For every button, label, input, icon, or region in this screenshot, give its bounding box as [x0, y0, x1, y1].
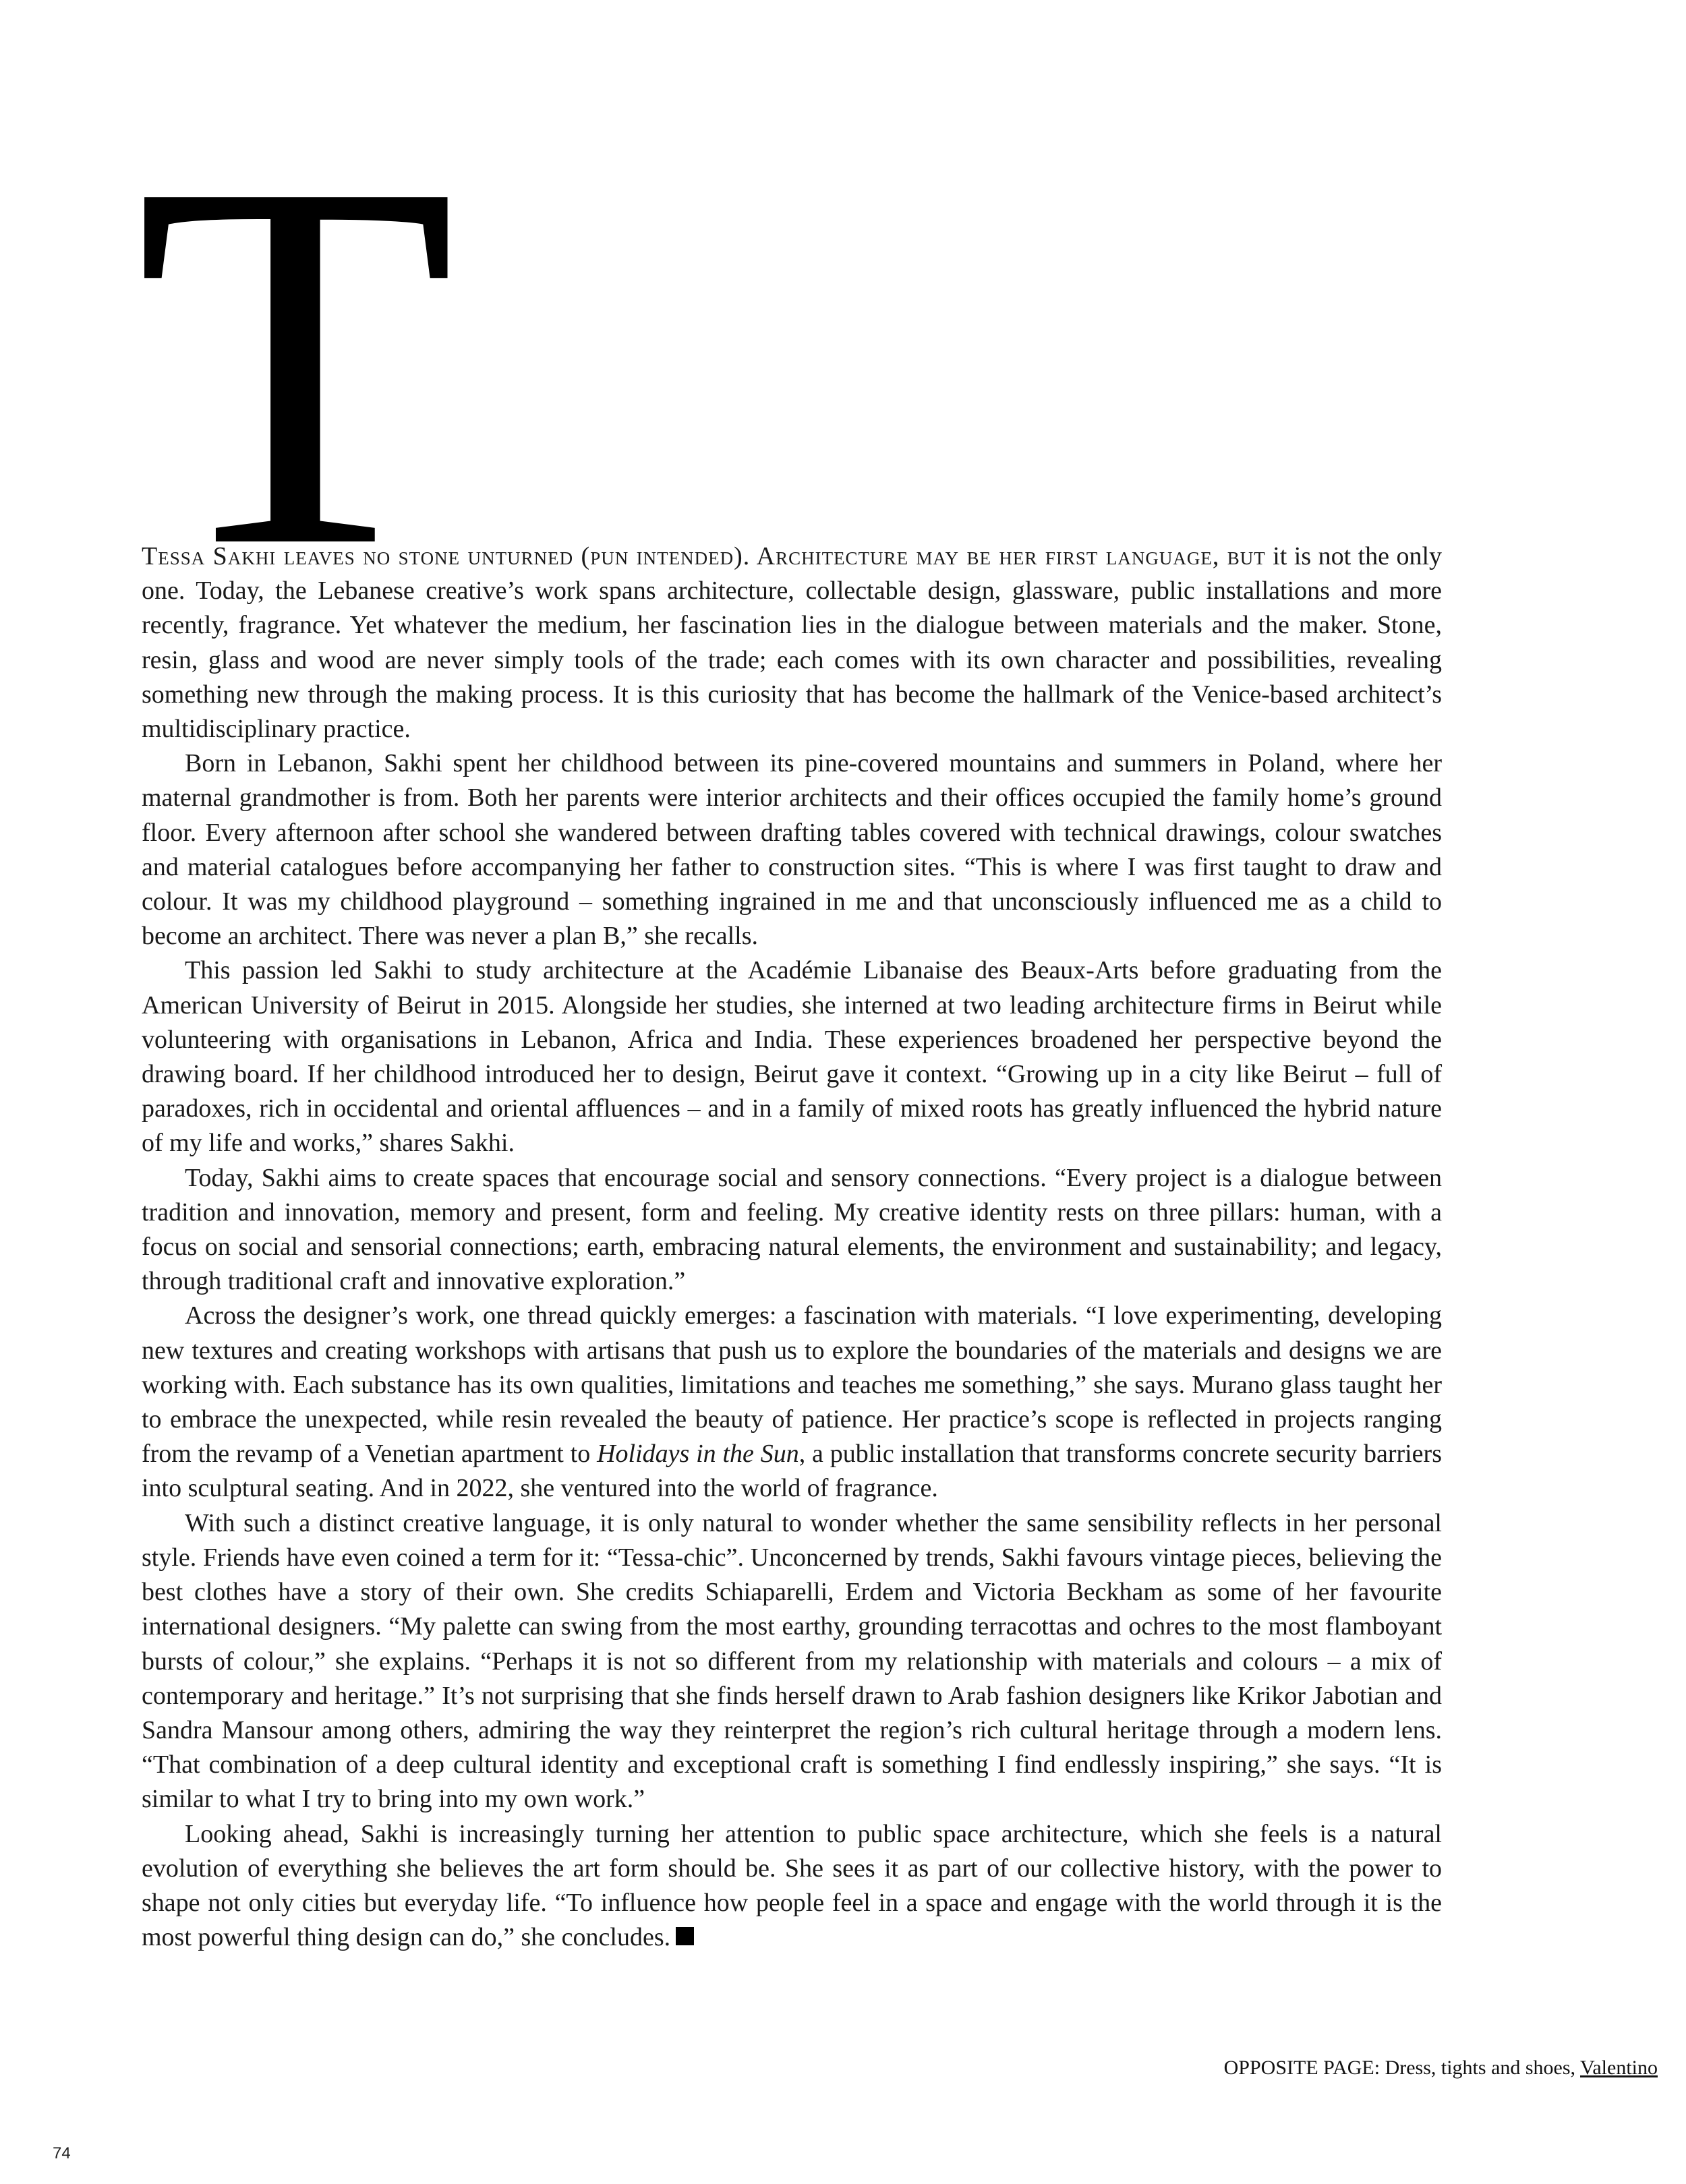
paragraph-3: This passion led Sakhi to study architecture at the Académie Libanaise des Beaux-Arts before graduating from the American University of Beirut in 2015. Alongside her studies, she interned at two leading architecture firms in Beirut while volunteering with organisations in Lebanon, Africa and India. These experiences broadened her perspective beyond the drawing board. If her childhood introduced her to design, Beirut gave it context. “Growing up in a city like Beirut – full of paradoxes, rich in occidental and oriental affluences – and in a family of mixed roots has greatly influenced the hybrid nature of my life and works,” shares Sakhi.	[142, 956, 1442, 1158]
paragraph-7	[142, 1817, 1442, 1955]
paragraph-1	[142, 539, 1442, 746]
paragraph-1-text: it is not the only one. Today, the Lebanese creative’s work spans architecture, collectable design, glassware, public installations and more recently, fragrance. Yet whatever the medium, her fascination lies in the dialogue between materials and the maker. Stone, resin, glass and wood are never simply tools of the trade; each comes with its own character and possibilities, revealing something new through the making process. It is this curiosity that has become the hallmark of the Venice-based architect’s multidisciplinary practice.	[142, 542, 1443, 744]
project-title: Holidays in the Sun	[597, 1440, 799, 1469]
paragraph-7-text: Looking ahead, Sakhi is increasingly turning her attention to public space architecture, which she feels is a natural evolution of everything she believes the art form should be. She sees it as part of our collective history, with the power to shape not only cities but everyday life. “To influence how people feel in a space and engage with the world through it is the most powerful thing design can do,” she concludes.	[142, 1819, 1442, 1952]
end-mark-icon	[676, 1927, 694, 1945]
caption-brand-link[interactable]: Valentino	[1580, 2057, 1658, 2079]
drop-cap: T	[135, 73, 457, 655]
paragraph-6: With such a distinct creative language, it is only natural to wonder whether the same sensibility reflects in her personal style. Friends have even coined a term for it: “Tessa-chic”. Unconcerned by trends, Sakhi favours vintage pieces, believing the best clothes have a story of their own. She credits Schiaparelli, Erdem and Victoria Beckham as some of her favourite international designers. “My palette can swing from the most earthy, grounding terracottas and ochres to the most flamboyant bursts of colour,” she explains. “Perhaps it is not so different from my relationship with materials and colours – a mix of contemporary and heritage.” It’s not surprising that she finds herself drawn to Arab fashion designers like Krikor Jabotian and Sandra Mansour among others, admiring the way they reinterpret the region’s rich cultural heritage through a modern lens. “That combination of a deep cultural identity and exceptional craft is something I find endlessly inspiring,” she says. “It is similar to what I try to bring into my own work.”	[142, 1508, 1442, 1814]
paragraph-5-text-a: Across the designer’s work, one thread quickly emerges: a fascination with materials. “I love experimenting, developing new textures and creating workshops with artisans that push us to explore the boundaries of the materials and designs we are working with. Each substance has its own qualities, limitations and teaches me something,” she says. Murano glass taught her to embrace the unexpected, while resin revealed the beauty of patience. Her practice’s scope is reflected in projects ranging from the revamp of a Venetian apartment to	[142, 1301, 1442, 1469]
paragraph-5	[142, 1299, 1442, 1506]
paragraph-2: Born in Lebanon, Sakhi spent her childhood between its pine-covered mountains and summers in Poland, where her maternal grandmother is from. Both her parents were interior architects and their offices occupied the family home’s ground floor. Every afternoon after school she wandered between drafting tables covered with technical drawings, colour swatches and material catalogues before accompanying her father to construction sites. “This is where I was first taught to draw and colour. It was my childhood playground – something ingrained in me and that unconsciously influenced me as a child to become an architect. There was never a plan B,” she recalls.	[142, 749, 1442, 951]
lead-in: Tessa Sakhi leaves no stone unturned (pun intended). Architecture may be her first language, but	[142, 542, 1266, 570]
paragraph-4: Today, Sakhi aims to create spaces that encourage social and sensory connections. “Every project is a dialogue between tradition and innovation, memory and present, form and feeling. My creative identity rests on three pillars: human, with a focus on social and sensorial connections; earth, embracing natural elements, the environment and sustainability; and legacy, through traditional craft and innovative exploration.”	[142, 1163, 1442, 1296]
article-body	[142, 539, 1442, 1955]
page-number: 74	[53, 2144, 71, 2162]
paragraph-5-text-b: , a public installation that transforms concrete security barriers into sculptural seating. And in 2022, she ventured into the world of fragrance.	[142, 1440, 1442, 1503]
caption-text: OPPOSITE PAGE: Dress, tights and shoes,	[1223, 2057, 1581, 2079]
photo-caption	[1224, 2057, 1658, 2079]
